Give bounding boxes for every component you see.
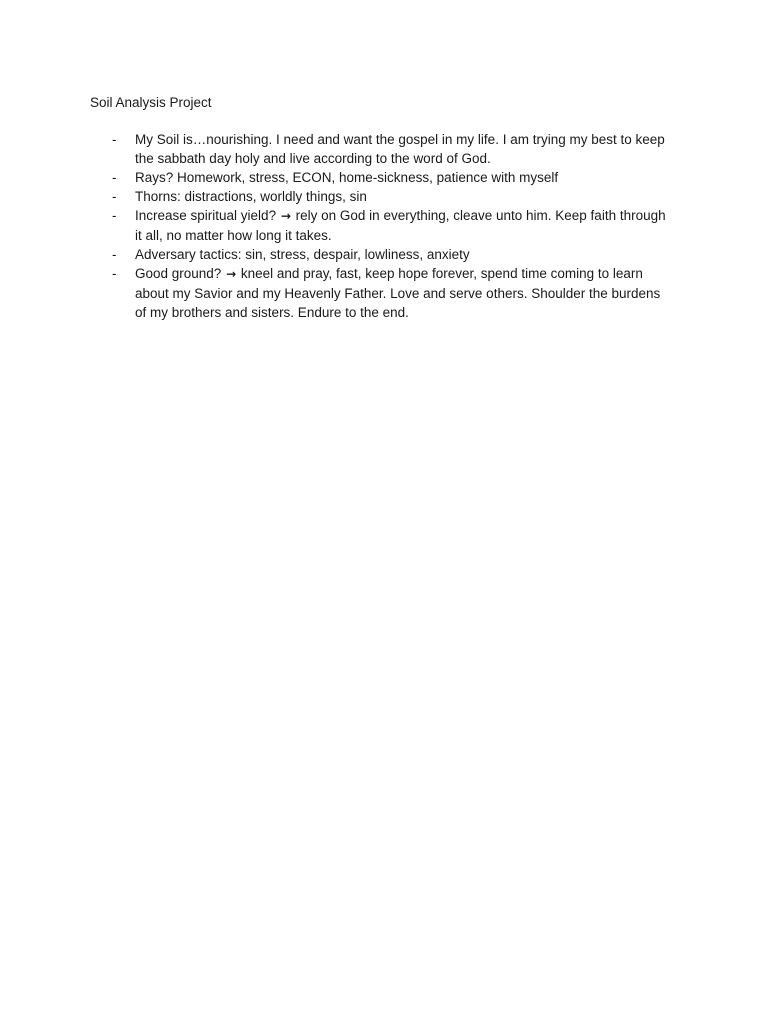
list-bullet: -: [112, 132, 117, 147]
list-bullet: -: [112, 208, 117, 223]
notes-list: [90, 130, 675, 322]
list-item: [90, 130, 675, 168]
list-bullet: -: [112, 170, 117, 185]
list-item: [90, 245, 675, 264]
list-item-text: rely on God in everything, cleave unto him. Keep faith through it all, no matter how long it takes.: [135, 208, 666, 243]
arrow-right-icon: →: [226, 267, 237, 281]
arrow-right-icon: →: [280, 209, 291, 223]
list-item-text: My Soil is…nourishing. I need and want the gospel in my life. I am trying my best to keep the sabbath day holy and live according to the word of God.: [135, 132, 665, 166]
list-bullet: -: [112, 247, 117, 262]
list-item: [90, 168, 675, 187]
list-item-text: Thorns: distractions, worldly things, sin: [135, 189, 367, 204]
list-bullet: -: [112, 266, 117, 281]
list-item: [90, 206, 675, 245]
list-item-prefix: Good ground?: [135, 266, 226, 281]
list-item-text: Adversary tactics: sin, stress, despair, lowliness, anxiety: [135, 247, 470, 262]
document-body: [90, 93, 675, 322]
list-bullet: -: [112, 189, 117, 204]
list-item: [90, 187, 675, 206]
list-item-prefix: Increase spiritual yield?: [135, 208, 280, 223]
list-item: [90, 264, 675, 322]
list-item-text: Rays? Homework, stress, ECON, home-sickness, patience with myself: [135, 170, 559, 185]
list-item-text: kneel and pray, fast, keep hope forever, spend time coming to learn about my Savior and my Heavenly Father. Love and serve others. Shoulder the burdens of my brothers and sisters. Endure to the end.: [135, 266, 661, 320]
document-title: Soil Analysis Project: [90, 95, 212, 110]
